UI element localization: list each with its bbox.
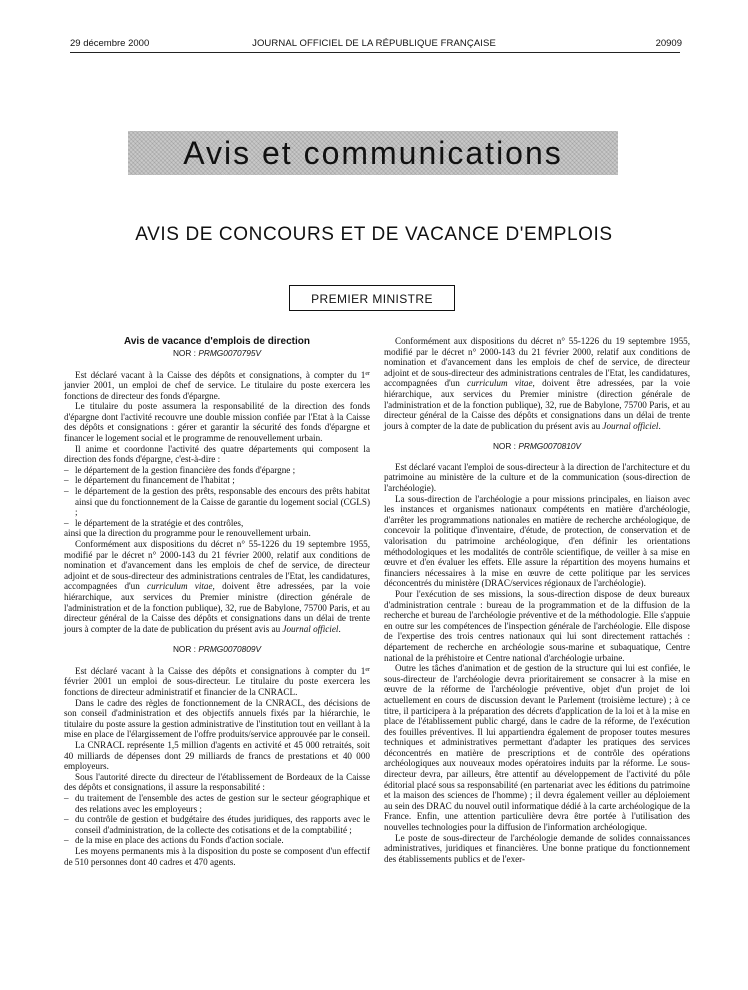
- list-item: – le département du financement de l'habitat ;: [64, 475, 235, 486]
- paragraph: Est déclaré vacant à la Caisse des dépôts et consignations à compter du 1er février 2001 un emploi de sous-directeur. Le titulaire du poste exercera les fonctions de directeur administratif et financier de la CNRACL.: [64, 665, 370, 698]
- paragraph: Le titulaire du poste assumera la responsabilité de la direction des fonds d'épargne dont l'activité recouvre une double mission confiée par l'Etat à la Caisse des dépôts et consignations : gérer et garantir la sécurité des fonds d'épargne et financer le logement social et le programme de renouvellement urbain.: [64, 401, 370, 444]
- paragraph: Dans le cadre des règles de fonctionnement de la CNRACL, des décisions de son conseil d'administration et des objectifs annuels fixés par la hiérarchie, le titulaire du poste assure la gestion administrative de l'institution tout en veillant à la mise en place de l'élargissement de l'offre produits/service approuvée par le conseil.: [64, 697, 370, 740]
- right-column: [384, 336, 690, 864]
- spacer: [384, 452, 690, 462]
- paragraph: Est déclaré vacant à la Caisse des dépôts et consignations, à compter du 1er janvier 2001, un emploi de chef de service. Le titulaire du poste exercera les fonctions de directeur des fonds d'épargne.: [64, 369, 370, 401]
- department-list: [64, 465, 370, 529]
- nor-reference: [64, 644, 370, 655]
- nor-reference: [64, 348, 370, 359]
- list-item: – du traitement de l'ensemble des actes de gestion sur le secteur géographique et des relations avec les employeurs ;: [64, 792, 370, 814]
- paragraph: Outre les tâches d'animation et de gestion de la structure qui lui est confiée, le sous-directeur de l'archéologie devra prioritairement se consacrer à la mise en œuvre de la réforme de l'archéologie préventive, objet d'un projet de loi actuellement en cours de discussion devant le Parlement (troisième lecture) ; à ce titre, il participera à la préparation des décrets d'application de la loi et à la mise en place de l'établissement public chargé, dans le cadre de la réforme, de l'exécution des fouilles préventives. Il lui appartiendra également de proposer toutes mesures techniques et administratives permettant d'adapter les pratiques des services déconcentrés en matière de prescriptions et de contrôle des opérations archéologiques aux nouveaux modes opératoires induits par la réforme. Le sous-directeur devra, par ailleurs, être attentif au développement de l'activité du pôle éditorial placé sous sa responsabilité (en partenariat avec les éditions du patrimoine et la maison des sciences de l'homme) ; il devra également veiller au déploiement au sein des DRAC du nouvel outil informatique dédié à la carte archéologique de la France. Enfin, une attention particulière devra être portée à l'utilisation des nouvelles technologies pour la diffusion de l'information archéologique.: [384, 663, 690, 833]
- paragraph: Sous l'autorité directe du directeur de l'établissement de Bordeaux de la Caisse des dépôts et consignations, il assure la responsabilité :: [64, 771, 370, 793]
- paragraph: Il anime et coordonne l'activité des quatre départements qui composent la direction des fonds d'épargne, c'est-à-dire :: [64, 443, 370, 465]
- paragraph: ainsi que la direction du programme pour le renouvellement urbain.: [64, 528, 311, 539]
- section-title: AVIS DE CONCOURS ET DE VACANCE D'EMPLOIS: [135, 224, 613, 245]
- paragraph: Conformément aux dispositions du décret n° 55-1226 du 19 septembre 1955, modifié par le décret n° 2000-143 du 21 février 2000, relatif aux conditions de nomination et d'avancement dans les emplois de chef de service, de directeur adjoint et de sous-directeur des administrations centrales de l'Etat, les candidatures, accompagnées d'un curriculum vitae, doivent être adressées, par la voie hiérarchique, aux services du Premier ministre (direction générale de l'administration et de la fonction publique), 32, rue de Babylone, 75700 Paris, et au directeur général de la Caisse des dépôts et consignations dans un délai de trente jours à compter de la date de publication du présent avis au Journal officiel.: [384, 336, 690, 431]
- header-journal-title: JOURNAL OFFICIEL DE LA RÉPUBLIQUE FRANÇAISE: [252, 38, 496, 49]
- nor-label: NOR :: [492, 441, 516, 452]
- nor-code: PRMG0070795V: [198, 348, 262, 358]
- header-page-number: 20909: [655, 38, 682, 49]
- nor-code: PRMG0070810V: [518, 441, 582, 452]
- nor-label: NOR :: [172, 644, 196, 655]
- paragraph: La CNRACL représente 1,5 million d'agents en activité et 45 000 retraités, soit 40 milliards de dépenses dont 29 milliards de francs de prestations et 40 000 employeurs.: [64, 740, 370, 772]
- paragraph: Pour l'exécution de ses missions, la sous-direction dispose de deux bureaux d'administration centrale : bureau de la programmation et de la diffusion de la recherche et bureau de l'archéologie préventive et de la méthodologie. Elle s'appuie en outre sur les compétences de l'inspection générale de l'archéologie. Elle dispose de l'expertise des trois centres nationaux qui lui sont directement rattachés : département de recherche en archéologie sous-marine et subaquatique, Centre national de la préhistoire et Centre national d'archéologie urbaine.: [384, 588, 690, 663]
- ministry-heading: PREMIER MINISTRE: [289, 285, 455, 311]
- spacer: [64, 655, 370, 665]
- header-date: 29 décembre 2000: [70, 38, 150, 49]
- spacer: [64, 634, 370, 644]
- spacer: [384, 431, 690, 441]
- list-item: – le département de la gestion financière des fonds d'épargne ;: [64, 464, 296, 475]
- paragraph: Conformément aux dispositions du décret n° 55-1226 du 19 septembre 1955, modifié par le décret n° 2000-143 du 21 février 2000, relatif aux conditions de nomination et d'avancement dans les emplois de chef de service, de directeur adjoint et de sous-directeur des administrations centrales de l'Etat, les candidatures, accompagnées d'un curriculum vitae, doivent être adressées, par la voie hiérarchique, aux services du Premier ministre (direction générale de l'administration et de la fonction publique), 32, rue de Babylone, 75700 Paris, et au directeur général de la Caisse des dépôts et consignations dans un délai de trente jours à compter de la date de publication du présent avis au Journal officiel.: [64, 539, 370, 634]
- article-title: Avis de vacance d'emplois de direction: [124, 336, 310, 347]
- running-header: [0, 38, 748, 52]
- left-column: [64, 336, 370, 867]
- banner-title: Avis et communications: [183, 135, 563, 171]
- list-item: – le département de la stratégie et des contrôles,: [64, 517, 244, 528]
- list-item: – le département de la gestion des prêts, responsable des encours des prêts habitat ainsi que du fonctionnement de la Caisse de garantie du logement social (CGLS) ;: [64, 486, 370, 518]
- responsibility-list: [64, 793, 370, 846]
- paragraph: Les moyens permanents mis à la disposition du poste se composent d'un effectif de 510 personnes dont 40 cadres et 470 agents.: [64, 845, 370, 867]
- header-rule: [70, 52, 680, 53]
- nor-label: NOR :: [172, 348, 196, 358]
- paragraph: La sous-direction de l'archéologie a pour missions principales, en liaison avec les instances et organismes nationaux compétents en matière d'archéologie, d'arrêter les programmations nationales en matière de recherche archéologique, de concevoir la politique d'inventaire, d'étude, de protection, de conservation et de valorisation du patrimoine archéologique, d'en définir les orientations méthodologiques et les modalités de contrôle scientifique, de veiller à sa mise en œuvre et d'en évaluer les effets. Elle assure la répartition des moyens humains et financiers nécessaires à la mise en œuvre de cette politique par les services déconcentrés du ministère (DRAC/services régionaux de l'archéologie).: [384, 493, 690, 589]
- list-item: – du contrôle de gestion et budgétaire des études juridiques, des rapports avec le conseil d'administration, de la collecte des cotisations et de la comptabilité ;: [64, 814, 370, 835]
- nor-reference: [384, 441, 690, 452]
- paragraph: Est déclaré vacant l'emploi de sous-directeur à la direction de l'architecture et du patrimoine au ministère de la culture et de la communication (sous-direction de l'archéologie).: [384, 461, 690, 494]
- spacer: [64, 359, 370, 369]
- nor-code: PRMG0070809V: [198, 644, 262, 655]
- paragraph: Le poste de sous-directeur de l'archéologie demande de solides connaissances administratives, juridiques et financières. Une bonne pratique du fonctionnement des établissements publics et de l'exer-: [384, 832, 690, 864]
- list-item: – de la mise en place des actions du Fonds d'action sociale.: [64, 835, 284, 846]
